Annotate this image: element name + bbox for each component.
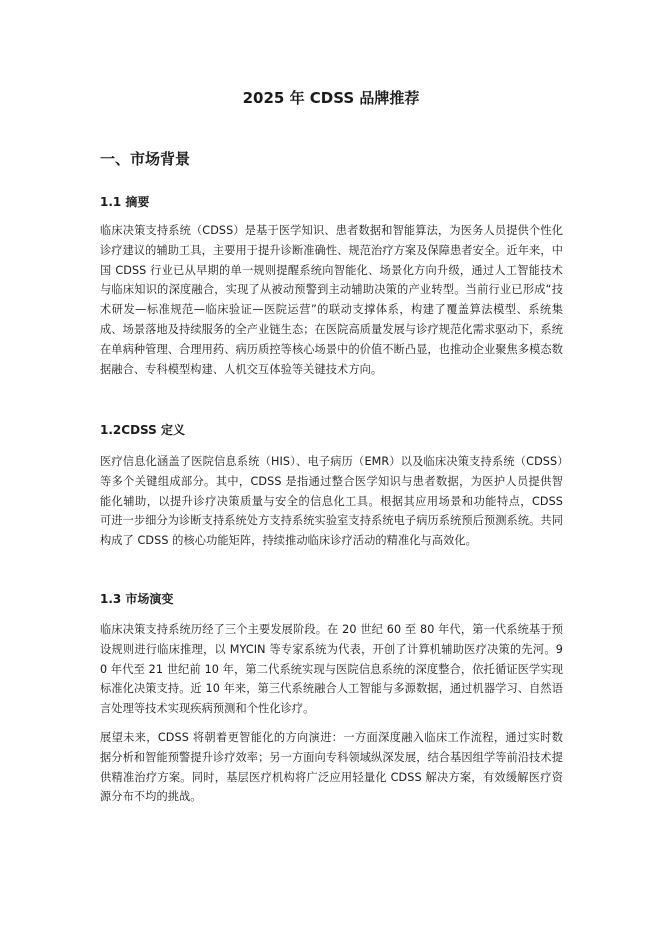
evolution-paragraph-history: 临床决策支持系统历经了三个主要发展阶段。在 20 世纪 60 至 80 年代，第一代系统基于预设规则进行临床推理，以 MYCIN 等专家系统为代表，开创了计算机辅助医疗决策的先河。90 年代至 21 世纪前 10 年，第二代系统实现与医院信息系统的深度整合，依托循证医学实现标准化决策支持。近 10 年来，第三代系统融合人工智能与多源数据，通过机器学习、自然语言处理等技术实现疾病预测和个性化诊疗。 (100, 623, 563, 716)
subsection-heading-market-evolution: 1.3 市场演变 (100, 592, 174, 606)
definition-paragraph: 医疗信息化涵盖了医院信息系统（HIS）、电子病历（EMR）以及临床决策支持系统（CDSS）等多个关键组成部分。其中，CDSS 是指通过整合医学知识与患者数据，为医护人员提供智能化辅助，以提升诊疗决策质量与安全的信息化工具。根据其应用场景和功能特点，CDSS 可进一步细分为诊断支持系统处方支持系统实验室支持系统电子病历系统预后预测系统。共同构成了 CDSS 的核心功能矩阵，持续推动临床诊疗活动的精准化与高效化。 (100, 455, 563, 548)
evolution-paragraph-outlook: 展望未来，CDSS 将朝着更智能化的方向演进：一方面深度融入临床工作流程，通过实时数据分析和智能预警提升诊疗效率；另一方面向专科领域纵深发展，结合基因组学等前沿技术提供精准治疗方案。同时，基层医疗机构将广泛应用轻量化 CDSS 解决方案，有效缓解医疗资源分布不均的挑战。 (100, 731, 563, 804)
section-heading-market-background: 一、市场背景 (100, 150, 191, 168)
subsection-heading-summary: 1.1 摘要 (100, 195, 150, 209)
document-title: 2025 年 CDSS 品牌推荐 (242, 89, 420, 107)
summary-paragraph: 临床决策支持系统（CDSS）是基于医学知识、患者数据和智能算法，为医务人员提供个性化诊疗建议的辅助工具，主要用于提升诊断准确性、规范治疗方案及保障患者安全。近年来，中国 CDSS 行业已从早期的单一规则提醒系统向智能化、场景化方向升级，通过人工智能技术与临床知识的深度融合，实现了从被动预警到主动辅助决策的产业转型。当前行业已形成“技术研发—标准规范—临床验证—医院运营”的联动支撑体系，构建了覆盖算法模型、系统集成、场景落地及持续服务的全产业链生态；在医院高质量发展与诊疗规范化需求驱动下，系统在单病种管理、合理用药、病历质控等核心场景中的价值不断凸显，也推动企业聚焦多模态数据融合、专科模型构建、人机交互体验等关键技术方向。 (100, 224, 563, 376)
subsection-heading-cdss-definition: 1.2CDSS 定义 (100, 423, 185, 437)
